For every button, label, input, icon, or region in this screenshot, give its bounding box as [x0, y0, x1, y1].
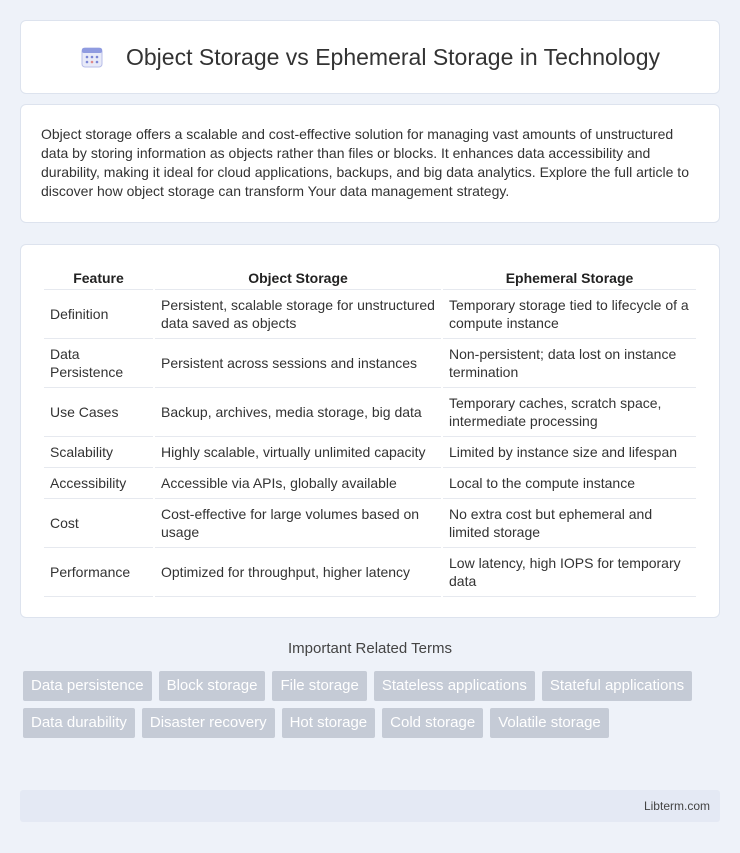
- tag-data-persistence[interactable]: Data persistence: [23, 671, 152, 701]
- header-ephemeral-storage: Ephemeral Storage: [443, 266, 696, 290]
- ephemeral-cell: Temporary caches, scratch space, intermediate processing: [443, 388, 696, 437]
- footer: [20, 790, 720, 822]
- tag-disaster-recovery[interactable]: Disaster recovery: [142, 708, 275, 738]
- tag-hot-storage[interactable]: Hot storage: [282, 708, 376, 738]
- header-feature: Feature: [44, 266, 153, 290]
- ephemeral-cell: Temporary storage tied to lifecycle of a compute instance: [443, 290, 696, 339]
- object-cell: Backup, archives, media storage, big data: [155, 388, 441, 437]
- table-row: [44, 388, 696, 437]
- table-row: [44, 499, 696, 548]
- ephemeral-cell: Local to the compute instance: [443, 468, 696, 499]
- feature-cell: Cost: [44, 499, 153, 548]
- title-card: [20, 20, 720, 94]
- object-cell: Highly scalable, virtually unlimited capacity: [155, 437, 441, 468]
- tag-volatile-storage[interactable]: Volatile storage: [490, 708, 609, 738]
- related-terms-list: [23, 671, 723, 738]
- table-row: [44, 290, 696, 339]
- intro-card: [20, 104, 720, 223]
- feature-cell: Accessibility: [44, 468, 153, 499]
- calendar-grid-icon: [80, 45, 104, 69]
- table-row: [44, 437, 696, 468]
- ephemeral-cell: Limited by instance size and lifespan: [443, 437, 696, 468]
- table-header-row: [44, 266, 696, 290]
- tag-block-storage[interactable]: Block storage: [159, 671, 266, 701]
- footer-site-link[interactable]: Libterm.com: [643, 799, 710, 813]
- feature-cell: Scalability: [44, 437, 153, 468]
- table-row: [44, 468, 696, 499]
- comparison-table: [42, 266, 698, 597]
- object-cell: Cost-effective for large volumes based on usage: [155, 499, 441, 548]
- related-terms-title: Important Related Terms: [288, 640, 452, 657]
- object-cell: Persistent, scalable storage for unstructured data saved as objects: [155, 290, 441, 339]
- feature-cell: Definition: [44, 290, 153, 339]
- tag-file-storage[interactable]: File storage: [272, 671, 366, 701]
- ephemeral-cell: No extra cost but ephemeral and limited storage: [443, 499, 696, 548]
- table-row: [44, 548, 696, 597]
- intro-text: Object storage offers a scalable and cost-effective solution for managing vast amounts of unstructured data by storing information as objects rather than files or blocks. It enhances data accessibility and durability, making it ideal for cloud applications, backups, and big data analytics. Explore the full article to discover how object storage can transform Your data management strategy.: [41, 126, 689, 199]
- table-row: [44, 339, 696, 388]
- tag-data-durability[interactable]: Data durability: [23, 708, 135, 738]
- feature-cell: Data Persistence: [44, 339, 153, 388]
- header-object-storage: Object Storage: [155, 266, 441, 290]
- tag-stateless-applications[interactable]: Stateless applications: [374, 671, 535, 701]
- feature-cell: Performance: [44, 548, 153, 597]
- feature-cell: Use Cases: [44, 388, 153, 437]
- page-title: Object Storage vs Ephemeral Storage in Technology: [126, 43, 660, 70]
- object-cell: Persistent across sessions and instances: [155, 339, 441, 388]
- ephemeral-cell: Non-persistent; data lost on instance termination: [443, 339, 696, 388]
- tag-stateful-applications[interactable]: Stateful applications: [542, 671, 692, 701]
- object-cell: Accessible via APIs, globally available: [155, 468, 441, 499]
- tag-cold-storage[interactable]: Cold storage: [382, 708, 483, 738]
- object-cell: Optimized for throughput, higher latency: [155, 548, 441, 597]
- ephemeral-cell: Low latency, high IOPS for temporary data: [443, 548, 696, 597]
- comparison-card: [20, 244, 720, 618]
